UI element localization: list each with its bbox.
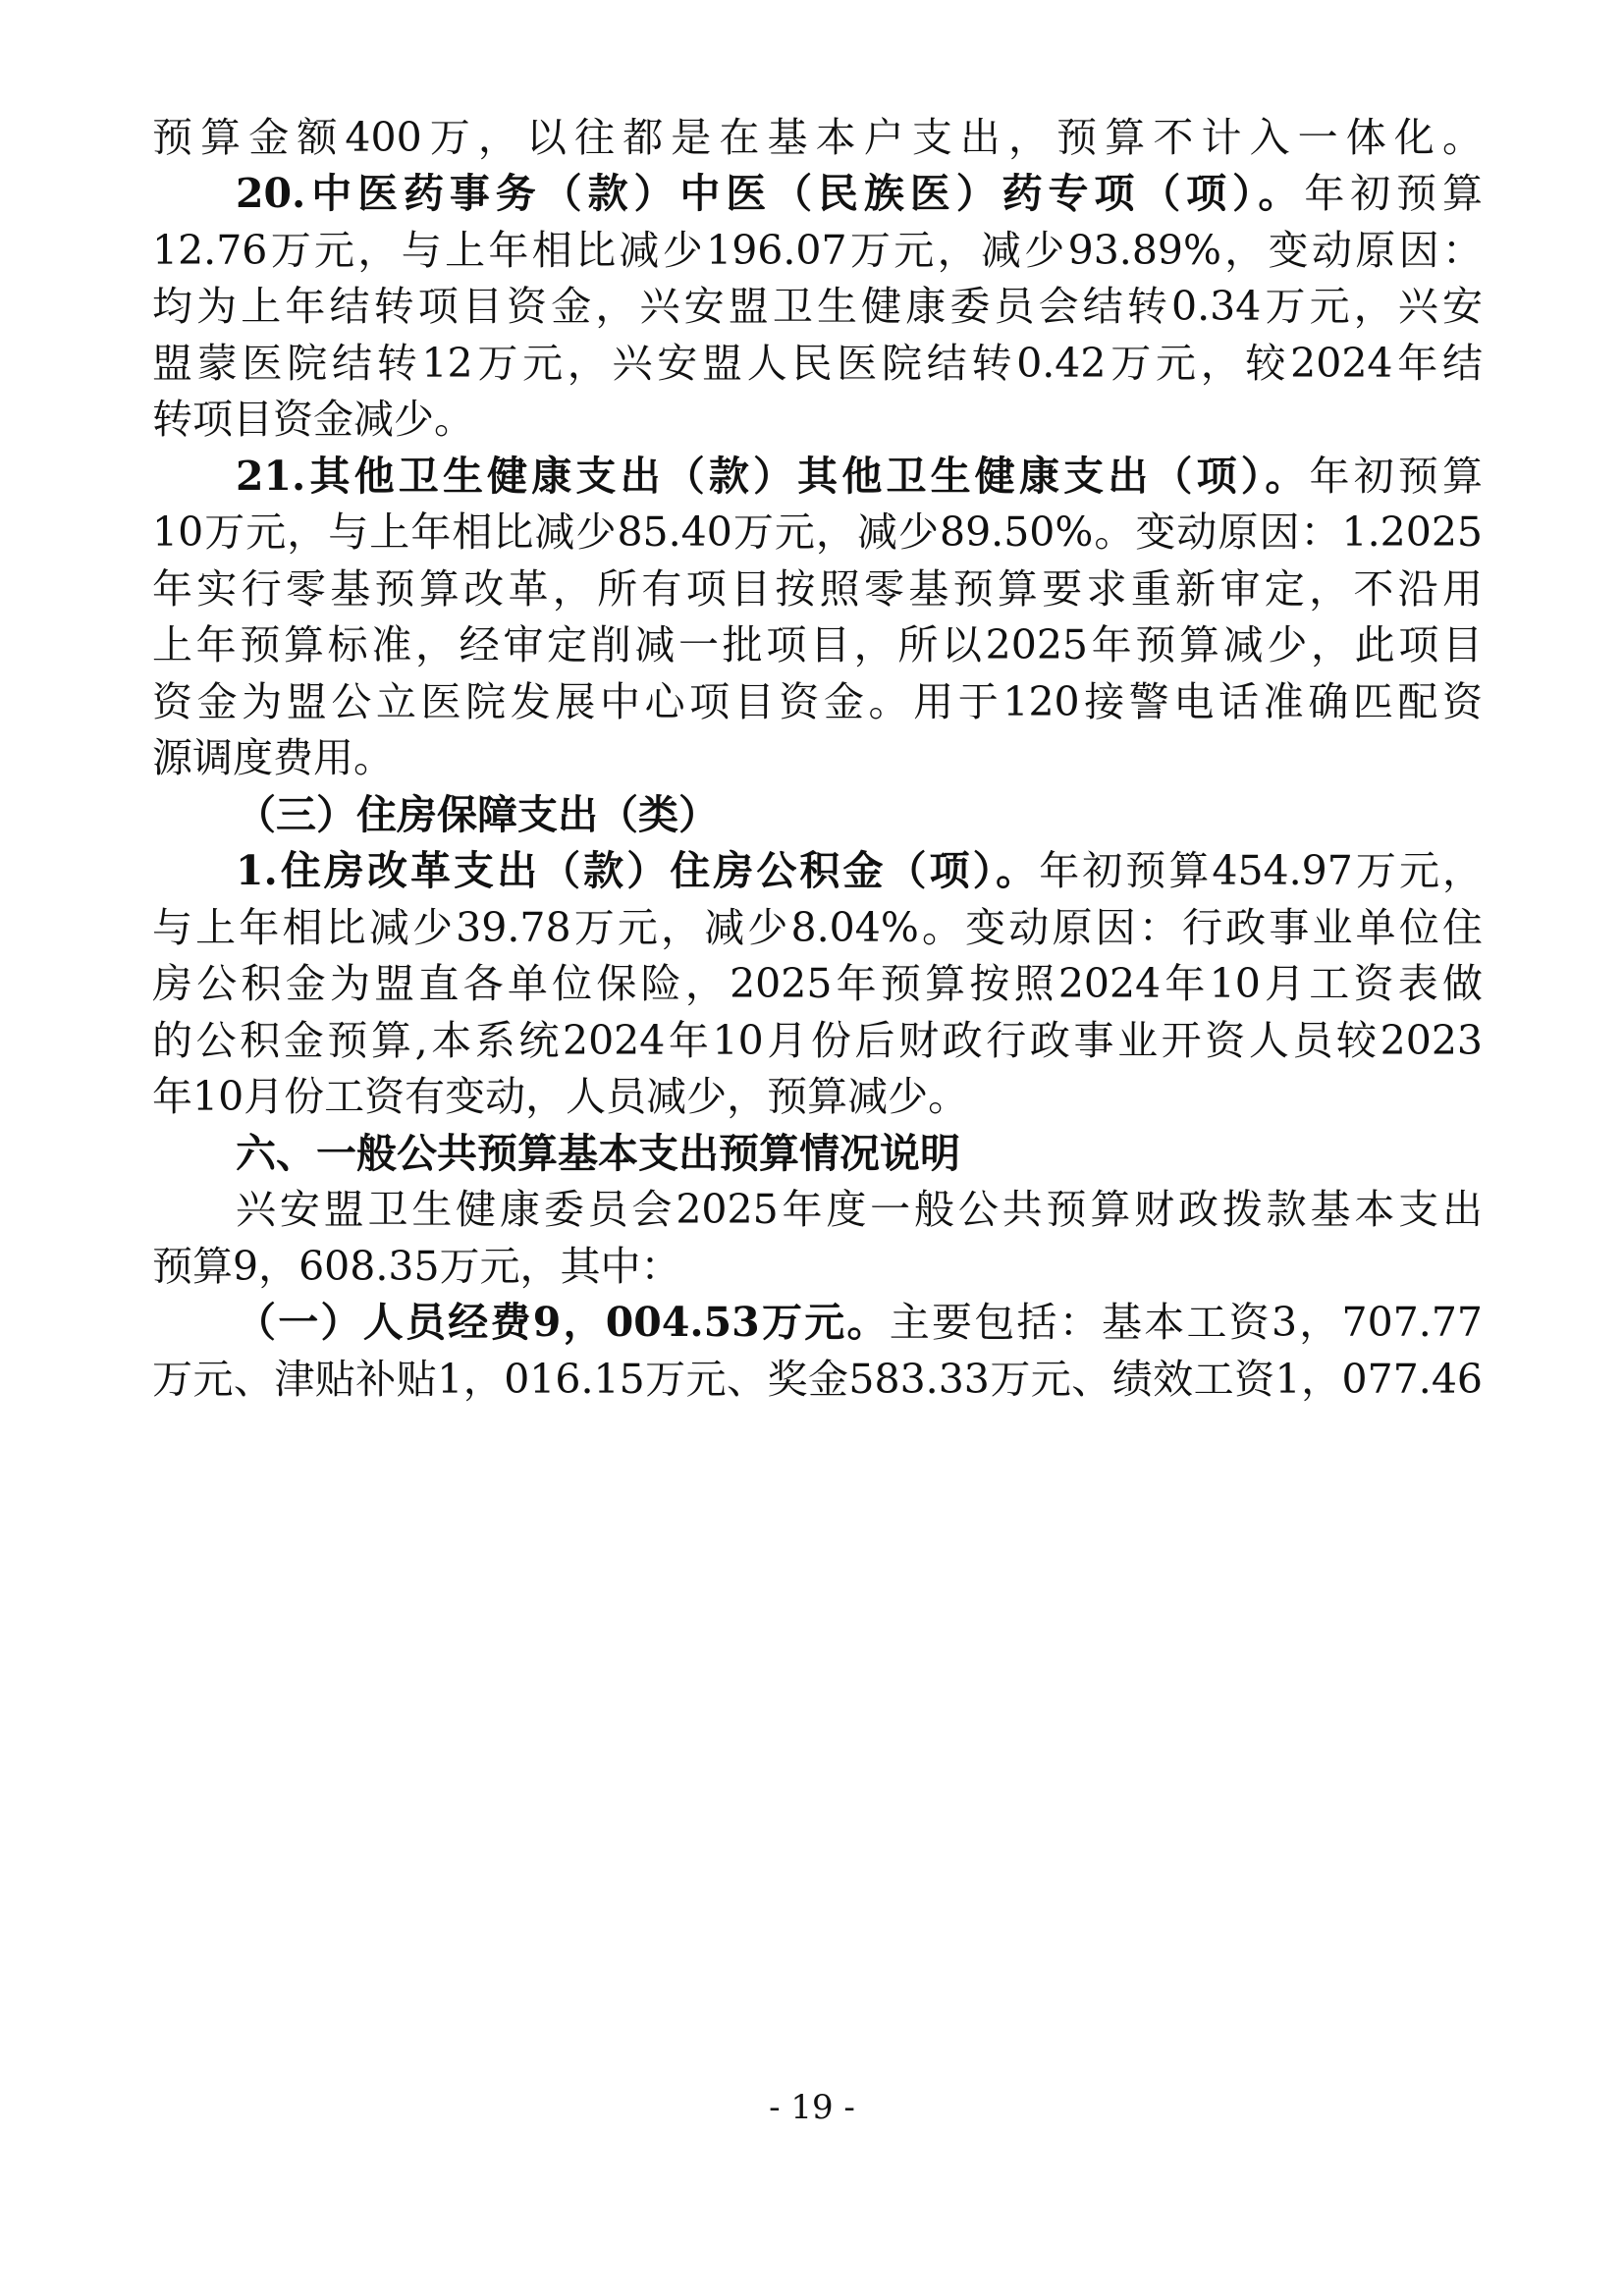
section-20-text: 年初预算 — [1304, 170, 1483, 217]
paragraph-line: 万元、津贴补贴1，016.15万元、奖金583.33万元、绩效工资1，077.46 — [152, 1356, 1483, 1403]
paragraph-line: 预算金额400万，以往都是在基本户支出，预算不计入一体化。 — [152, 114, 1483, 161]
page-number: - 19 - — [769, 2088, 855, 2127]
heading-basic-expenditure: 六、一般公共预算基本支出预算情况说明 — [236, 1130, 960, 1177]
section-21-text: 年初预算 — [1309, 453, 1483, 500]
paragraph-line: 兴安盟卫生健康委员会2025年度一般公共预算财政拨款基本支出 — [236, 1186, 1483, 1233]
section-20-title: 20.中医药事务（款）中医（民族医）药专项（项）。 — [236, 170, 1305, 217]
paragraph-line: 的公积金预算,本系统2024年10月份后财政行政事业开资人员较2023 — [152, 1017, 1483, 1064]
paragraph-line: 年实行零基预算改革，所有项目按照零基预算要求重新审定，不沿用 — [152, 565, 1483, 613]
section-1-text: 年初预算454.97万元， — [1039, 847, 1483, 894]
paragraph-line: 源调度费用。 — [152, 734, 394, 781]
paragraph-line: 盟蒙医院结转12万元，兴安盟人民医院结转0.42万元，较2024年结 — [152, 340, 1483, 387]
personnel-cost-title: （一）人员经费9，004.53万元。 — [236, 1299, 890, 1346]
paragraph-line: 10万元，与上年相比减少85.40万元，减少89.50%。变动原因：1.2025 — [152, 508, 1483, 556]
paragraph-line: 转项目资金减少。 — [152, 396, 474, 443]
section-21-title: 21.其他卫生健康支出（款）其他卫生健康支出（项）。 — [236, 453, 1310, 500]
paragraph-line: 均为上年结转项目资金，兴安盟卫生健康委员会结转0.34万元，兴安 — [152, 283, 1483, 330]
paragraph-line: 资金为盟公立医院发展中心项目资金。用于120接警电话准确匹配资 — [152, 678, 1483, 725]
paragraph-line: 与上年相比减少39.78万元，减少8.04%。变动原因：行政事业单位住 — [152, 904, 1483, 951]
paragraph-line: 上年预算标准，经审定削减一批项目，所以2025年预算减少，此项目 — [152, 621, 1483, 668]
paragraph-line: 房公积金为盟直各单位保险，2025年预算按照2024年10月工资表做 — [152, 960, 1483, 1007]
section-1-title: 1.住房改革支出（款）住房公积金（项）。 — [236, 847, 1040, 894]
personnel-cost-text: 主要包括：基本工资3，707.77 — [889, 1299, 1483, 1346]
paragraph-line: 预算9，608.35万元，其中： — [152, 1243, 681, 1290]
paragraph-line: 年10月份工资有变动，人员减少，预算减少。 — [152, 1073, 969, 1120]
heading-housing-security: （三）住房保障支出（类） — [236, 791, 719, 838]
paragraph-line: 12.76万元，与上年相比减少196.07万元，减少93.89%，变动原因： — [152, 227, 1483, 274]
